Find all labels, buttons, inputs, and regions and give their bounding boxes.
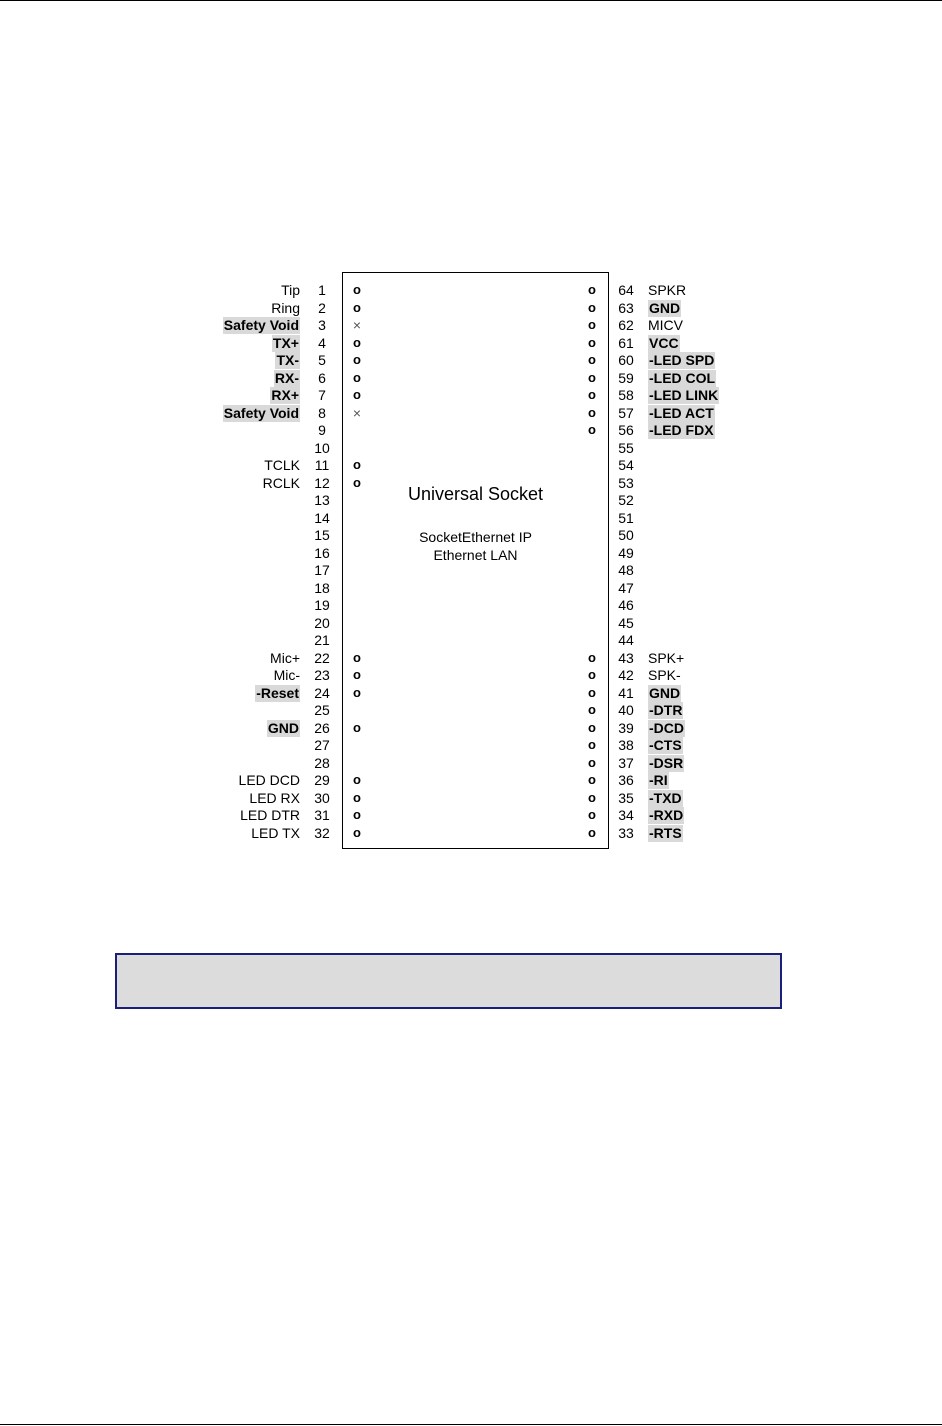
- pin-label: LED DCD: [238, 772, 300, 788]
- pin-number: 23: [314, 667, 330, 683]
- pin-number: 4: [318, 334, 326, 351]
- pin-number: 57: [618, 404, 634, 421]
- right-pin-row: [0, 807, 942, 824]
- pin-number: 13: [314, 492, 330, 508]
- pin-number: 5: [318, 352, 326, 368]
- pin-number: 58: [618, 387, 634, 403]
- pin-label: -RXD: [649, 807, 684, 823]
- pin-label: -TXD: [649, 789, 682, 806]
- pin-number: 64: [618, 282, 634, 298]
- pin-number: 18: [314, 579, 330, 596]
- pin-number: 49: [618, 544, 634, 561]
- pin-number: 51: [618, 509, 634, 526]
- pin-number: 9: [318, 422, 326, 438]
- pin-number: 2: [318, 299, 326, 316]
- page-top-rule: [0, 0, 942, 1]
- right-pin-row: [0, 667, 942, 684]
- pin-label: RCLK: [262, 474, 300, 491]
- pin-number: 53: [618, 474, 634, 491]
- pin-number: 8: [318, 404, 326, 421]
- right-pin-row: [0, 282, 942, 299]
- right-pin-row: [0, 580, 942, 597]
- pin-label: SPK+: [648, 649, 685, 666]
- pin-hole: o: [588, 317, 596, 332]
- pin-number: 16: [314, 544, 330, 561]
- pin-label: SPK-: [648, 667, 681, 683]
- right-pin-row: [0, 492, 942, 509]
- pin-hole: o: [353, 684, 361, 700]
- pin-number: 37: [618, 754, 634, 771]
- pin-hole: o: [353, 387, 361, 402]
- pin-label: Ring: [271, 299, 300, 316]
- pin-hole: o: [353, 352, 361, 367]
- pin-label: SPKR: [648, 282, 687, 298]
- pin-number: 54: [618, 457, 634, 473]
- pin-number: 61: [618, 334, 634, 351]
- right-pin-row: [0, 387, 942, 404]
- void-pin-marker: ×: [352, 404, 362, 421]
- right-pin-row: [0, 790, 942, 807]
- right-pin-row: [0, 562, 942, 579]
- pin-number: 42: [618, 667, 634, 683]
- right-pin-row: [0, 772, 942, 789]
- pin-hole: o: [588, 807, 596, 822]
- pin-number: 14: [314, 509, 330, 526]
- pin-number: 56: [618, 422, 634, 438]
- pin-hole: o: [588, 352, 596, 367]
- pin-number: 45: [618, 614, 634, 631]
- pin-hole: o: [353, 789, 361, 805]
- pin-label: -RTS: [649, 824, 682, 841]
- right-pin-row: [0, 457, 942, 474]
- right-pin-row: [0, 527, 942, 544]
- pin-label: -DCD: [649, 719, 684, 736]
- pin-number: 34: [618, 807, 634, 823]
- chip-title: Universal Socket: [407, 484, 544, 504]
- pin-number: 40: [618, 702, 634, 718]
- pin-label: Safety Void: [223, 404, 299, 421]
- pin-label: -DSR: [649, 754, 684, 771]
- pin-number: 63: [618, 299, 634, 316]
- page-bottom-rule: [0, 1424, 942, 1425]
- pin-number: 17: [314, 562, 330, 578]
- pin-hole: o: [353, 649, 361, 665]
- pin-label: LED RX: [249, 789, 300, 806]
- void-pin-marker: ×: [352, 317, 362, 333]
- pin-label: VCC: [649, 334, 679, 351]
- pin-label: -DTR: [649, 702, 683, 718]
- pin-hole: o: [588, 772, 596, 787]
- pin-hole: o: [588, 387, 596, 402]
- pin-label: -LED COL: [649, 369, 716, 386]
- pin-label: TCLK: [264, 457, 300, 473]
- pin-hole: o: [353, 474, 361, 490]
- pin-number: 32: [314, 824, 330, 841]
- chip-subtitle-line2: Ethernet LAN: [433, 547, 518, 563]
- pin-label: -Reset: [256, 684, 299, 701]
- pin-number: 24: [314, 684, 330, 701]
- pin-hole: o: [588, 702, 596, 717]
- right-pin-row: [0, 720, 942, 737]
- pin-label: RX-: [274, 369, 299, 386]
- pin-label: TX+: [272, 334, 299, 351]
- right-pin-row: [0, 510, 942, 527]
- pin-label: -RI: [649, 772, 668, 788]
- pin-hole: o: [588, 754, 596, 770]
- pin-hole: o: [353, 282, 361, 297]
- pin-hole: o: [353, 824, 361, 840]
- right-pin-row: [0, 317, 942, 334]
- pin-label: -LED ACT: [649, 404, 714, 421]
- pin-hole: o: [353, 334, 361, 350]
- pin-label: -LED FDX: [649, 422, 714, 438]
- pin-hole: o: [588, 649, 596, 665]
- pin-number: 41: [618, 684, 634, 701]
- pin-label: LED TX: [251, 824, 300, 841]
- pin-hole: o: [588, 719, 596, 735]
- pin-label: Mic-: [273, 667, 300, 683]
- pin-number: 43: [618, 649, 634, 666]
- pin-number: 48: [618, 562, 634, 578]
- pin-number: 47: [618, 579, 634, 596]
- pin-label: GND: [267, 719, 299, 736]
- pin-label: Tip: [281, 282, 300, 298]
- pin-hole: o: [588, 282, 596, 297]
- right-pin-row: [0, 737, 942, 754]
- pin-hole: o: [353, 772, 361, 787]
- pin-number: 59: [618, 369, 634, 386]
- note-box: [115, 953, 782, 1009]
- pin-number: 33: [618, 824, 634, 841]
- pin-hole: o: [353, 667, 361, 682]
- pin-hole: o: [588, 334, 596, 350]
- pin-label: -LED SPD: [649, 352, 715, 368]
- right-pin-row: [0, 370, 942, 387]
- pin-label: LED DTR: [240, 807, 300, 823]
- right-pin-row: [0, 440, 942, 457]
- pin-number: 31: [314, 807, 330, 823]
- pin-label: Mic+: [270, 649, 300, 666]
- pin-hole: o: [588, 299, 596, 315]
- right-pin-row: [0, 685, 942, 702]
- right-pin-row: [0, 615, 942, 632]
- pin-number: 1: [318, 282, 326, 298]
- pin-hole: o: [353, 369, 361, 385]
- pin-hole: o: [588, 369, 596, 385]
- pin-number: 55: [618, 439, 634, 456]
- pin-hole: o: [588, 667, 596, 682]
- pin-number: 7: [318, 387, 326, 403]
- pin-number: 52: [618, 492, 634, 508]
- right-pin-row: [0, 597, 942, 614]
- pin-number: 20: [314, 614, 330, 631]
- pin-number: 25: [314, 702, 330, 718]
- pin-number: 46: [618, 597, 634, 613]
- pin-label: GND: [649, 684, 681, 701]
- pin-number: 39: [618, 719, 634, 736]
- chip-subtitle-line1: SocketEthernet IP: [419, 529, 532, 545]
- pin-hole: o: [588, 789, 596, 805]
- pin-number: 11: [314, 457, 330, 473]
- right-pin-row: [0, 545, 942, 562]
- pin-number: 26: [314, 719, 330, 736]
- pin-number: 12: [314, 474, 330, 491]
- pin-hole: o: [353, 719, 361, 735]
- pin-label: MICV: [648, 317, 683, 333]
- right-pin-row: [0, 475, 942, 492]
- pin-number: 19: [314, 597, 330, 613]
- pin-hole: o: [588, 422, 596, 437]
- right-pin-row: [0, 825, 942, 842]
- pin-number: 35: [618, 789, 634, 806]
- pin-hole: o: [353, 807, 361, 822]
- pin-label: GND: [649, 299, 681, 316]
- pin-number: 62: [618, 317, 634, 333]
- pin-number: 28: [314, 754, 330, 771]
- pin-hole: o: [353, 457, 361, 472]
- pin-number: 10: [314, 439, 330, 456]
- pin-number: 22: [314, 649, 330, 666]
- pin-number: 30: [314, 789, 330, 806]
- pin-number: 44: [618, 632, 634, 648]
- pin-hole: o: [588, 684, 596, 700]
- pin-number: 21: [314, 632, 330, 648]
- pin-number: 50: [618, 527, 634, 543]
- pin-label: -LED LINK: [649, 387, 719, 403]
- pin-label: -CTS: [649, 737, 682, 753]
- pin-hole: o: [588, 824, 596, 840]
- right-pin-row: [0, 352, 942, 369]
- right-pin-row: [0, 300, 942, 317]
- pin-label: RX+: [271, 387, 299, 403]
- pin-number: 15: [314, 527, 330, 543]
- pin-label: Safety Void: [223, 317, 299, 333]
- pin-number: 27: [314, 737, 330, 753]
- right-pin-row: [0, 405, 942, 422]
- right-pin-row: [0, 755, 942, 772]
- pin-label: TX-: [276, 352, 299, 368]
- pin-number: 60: [618, 352, 634, 368]
- pin-hole: o: [588, 737, 596, 752]
- pin-number: 36: [618, 772, 634, 788]
- right-pin-row: [0, 335, 942, 352]
- pin-number: 6: [318, 369, 326, 386]
- right-pin-row: [0, 422, 942, 439]
- pin-number: 29: [314, 772, 330, 788]
- right-pin-row: [0, 650, 942, 667]
- pin-hole: o: [588, 404, 596, 420]
- pin-number: 38: [618, 737, 634, 753]
- pin-number: 3: [318, 317, 326, 333]
- right-pin-row: [0, 702, 942, 719]
- pin-hole: o: [353, 299, 361, 315]
- right-pin-row: [0, 632, 942, 649]
